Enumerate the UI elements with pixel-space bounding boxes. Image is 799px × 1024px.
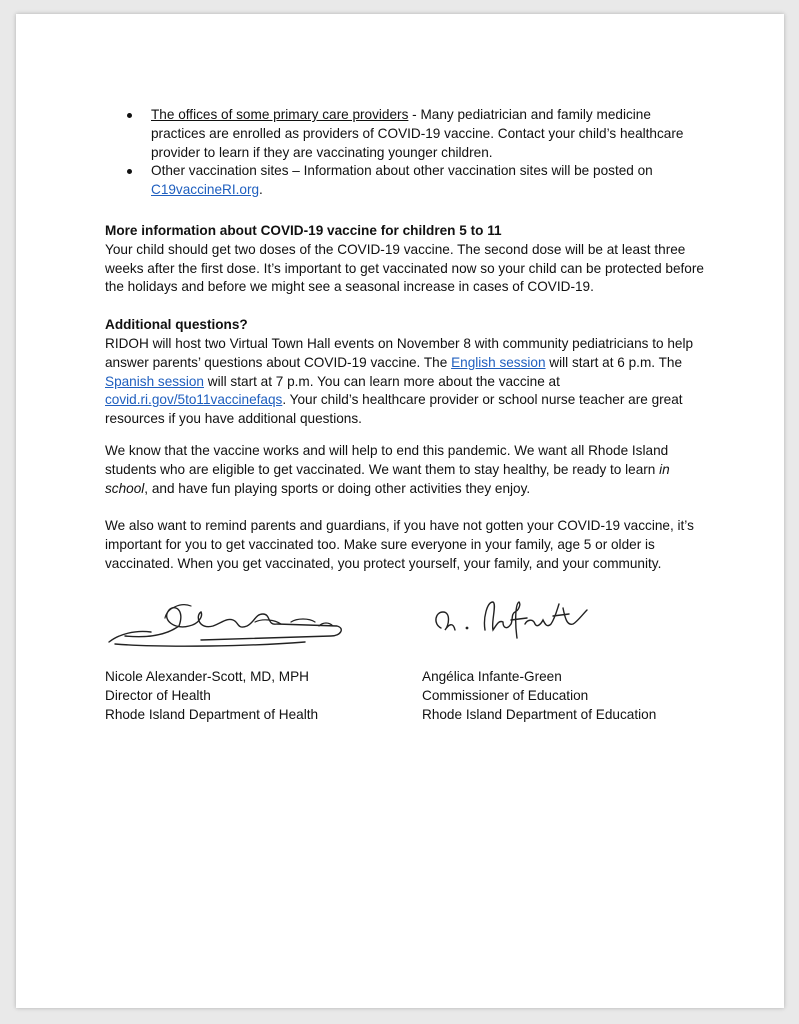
list-item	[151, 106, 705, 162]
more-info-paragraph: Your child should get two doses of the COVID-19 vaccine. The second dose will be at least three weeks after the first dose. It’s important to get vaccinated now so your child can be protected before the holidays and before we might see a seasonal increase in cases of COVID-19.	[105, 241, 704, 295]
letter-body	[105, 106, 705, 574]
signatory-infante-green	[422, 668, 656, 724]
town-hall-text-4: . Your child’s healthcare provider or school nurse teacher are great resources if you have additional questions.	[105, 392, 683, 427]
vaccination-sites-list	[105, 106, 705, 200]
spanish-session-link[interactable]: Spanish session	[105, 373, 204, 389]
signatory-title: Director of Health	[105, 687, 211, 703]
signatory-org: Rhode Island Department of Health	[105, 706, 319, 722]
vaccine-works-paragraph	[105, 442, 705, 498]
signatory-title: Commissioner of Education	[422, 687, 589, 703]
primary-care-lead: The offices of some primary care providers	[151, 107, 409, 122]
list-item	[151, 162, 705, 200]
town-hall-paragraph	[105, 335, 705, 429]
vaccine-works-italic: in school	[105, 461, 670, 496]
signatory-name: Nicole Alexander-Scott, MD, MPH	[105, 669, 309, 684]
primary-care-text: - Many pediatrician and family medicine practices are enrolled as providers of COVID-19 vaccine. Contact your child’s healthcare provider to learn if they are vaccinating younger children.	[151, 107, 684, 160]
vaccine-works-text-2: , and have fun playing sports or doing other activities they enjoy.	[144, 480, 531, 496]
signatory-alexander-scott	[105, 668, 318, 724]
signature-area	[105, 596, 725, 736]
english-session-link[interactable]: English session	[451, 354, 546, 370]
signature-infante-green	[427, 594, 597, 644]
c19vaccineri-link[interactable]: C19vaccineRI.org	[151, 182, 260, 198]
more-info-heading: More information about COVID-19 vaccine for children 5 to 11	[105, 222, 502, 238]
signature-alexander-scott	[105, 596, 345, 652]
other-sites-text: .	[259, 182, 263, 198]
signatory-name: Angélica Infante-Green	[422, 669, 562, 684]
vaccine-works-text-1: We know that the vaccine works and will help to end this pandemic. We want all Rhode Island students who are eligible to get vaccinated. We want them to stay healthy, be ready to learn	[105, 442, 669, 477]
town-hall-text-1: RIDOH will host two Virtual Town Hall events on November 8 with community pediatricians to help answer parents’ questions about COVID-19 vaccine. The	[105, 335, 694, 370]
document-page	[16, 14, 784, 1008]
other-sites-lead: Other vaccination sites – Information about other vaccination sites will be posted on	[151, 163, 653, 179]
additional-questions-heading: Additional questions?	[105, 317, 248, 333]
town-hall-text-3: will start at 7 p.m. You can learn more about the vaccine at	[204, 373, 560, 389]
town-hall-text-2: will start at 6 p.m. The	[545, 354, 683, 370]
reminder-paragraph: We also want to remind parents and guardians, if you have not gotten your COVID-19 vaccine, it’s important for you to get vaccinated too. Make sure everyone in your family, age 5 or older is vaccinated. When you get vaccinated, you protect yourself, your family, and your community.	[105, 518, 694, 571]
faq-link[interactable]: covid.ri.gov/5to11vaccinefaqs	[105, 392, 283, 408]
signatory-org: Rhode Island Department of Education	[422, 706, 657, 722]
